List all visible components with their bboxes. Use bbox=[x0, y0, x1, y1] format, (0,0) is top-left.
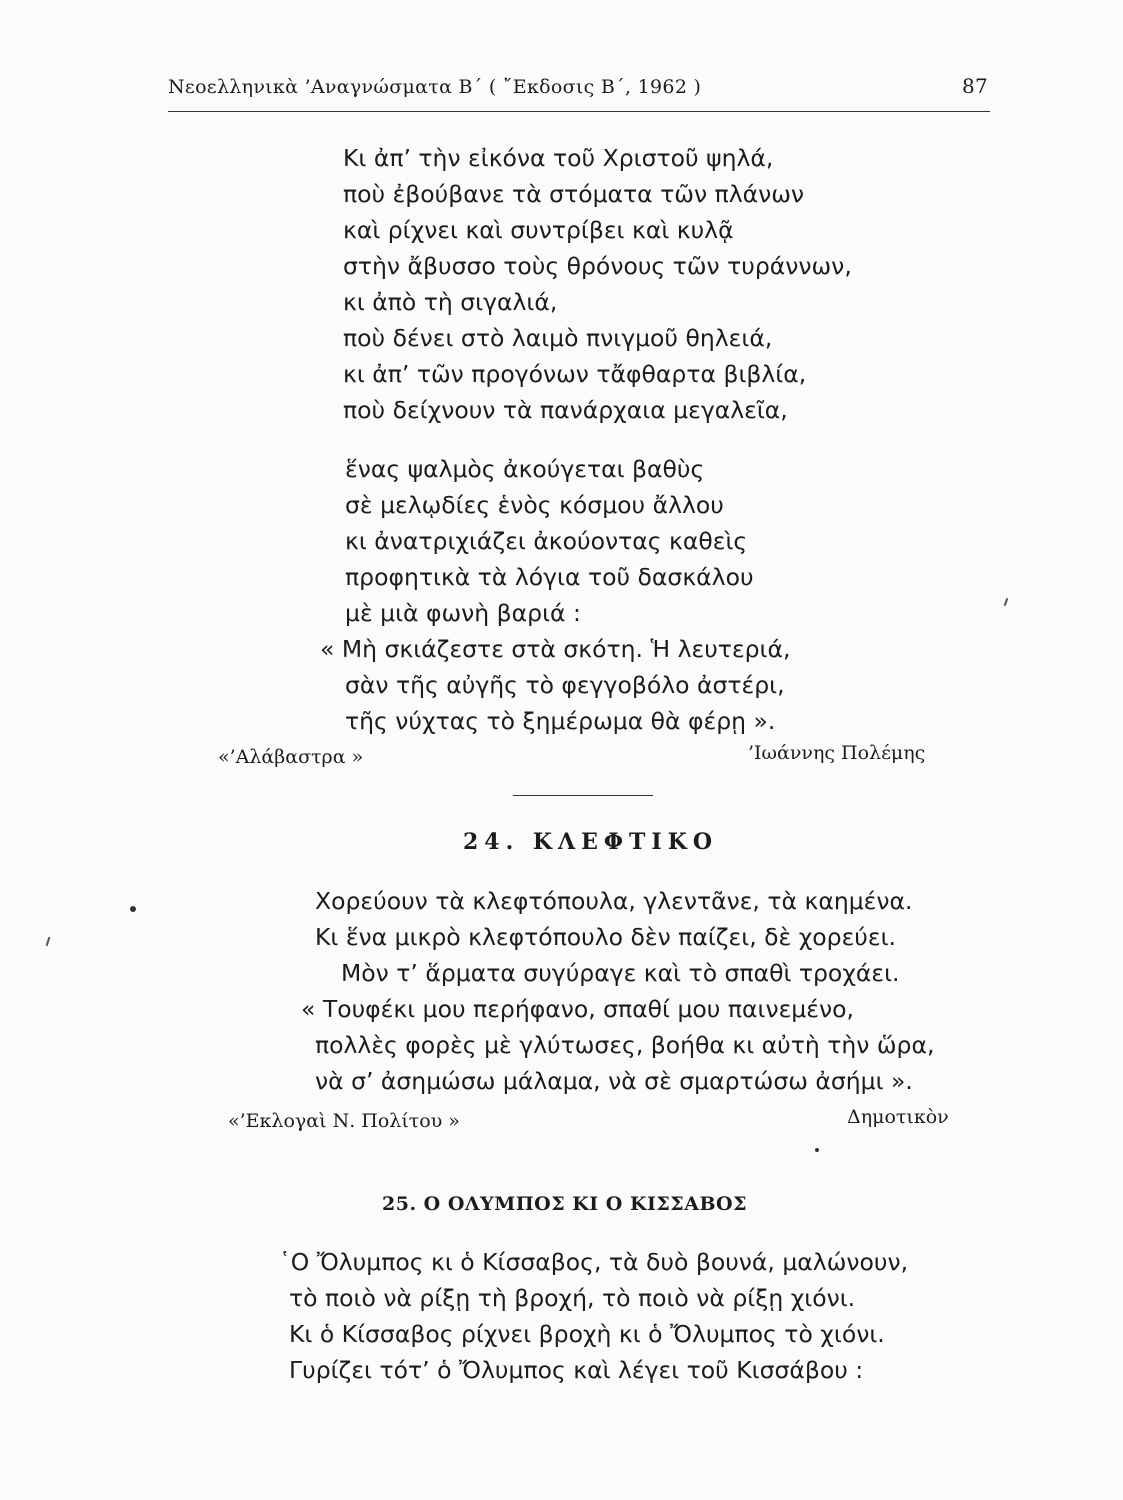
source-citation: «’Εκλογαὶ Ν. Πολίτου » bbox=[228, 1110, 460, 1132]
poem-line: σὲ μελῳδίες ἑνὸς κόσμου ἄλλου bbox=[345, 491, 724, 519]
author-name: ’Ιωάννης Πολέμης bbox=[748, 742, 926, 764]
section-divider bbox=[513, 795, 653, 796]
poem-line: κι ἀπ’ τῶν προγόνων τἄφθαρτα βιβλία, bbox=[343, 360, 807, 388]
poem-line: ποὺ δένει στὸ λαιμὸ πνιγμοῦ θηλειά, bbox=[343, 324, 773, 352]
poem-line: μὲ μιὰ φωνὴ βαριά : bbox=[345, 599, 581, 627]
poem-line: σὰν τῆς αὐγῆς τὸ φεγγοβόλο ἀστέρι, bbox=[345, 671, 785, 699]
ink-speck bbox=[130, 906, 136, 912]
section-title: 25. Ο ΟΛΥΜΠΟΣ ΚΙ Ο ΚΙΣΣΑΒΟΣ bbox=[382, 1193, 747, 1215]
source-citation: «’Αλάβαστρα » bbox=[218, 746, 364, 768]
poem-line: κι ἀνατριχιάζει ἀκούοντας καθεὶς bbox=[345, 527, 748, 555]
poem-line: τῆς νύχτας τὸ ξημέρωμα θὰ φέρῃ ». bbox=[345, 707, 776, 735]
poem-line: Μὸν τ’ ἅρματα συγύραγε καὶ τὸ σπαθὶ τροχάει. bbox=[341, 959, 900, 987]
page-number: 87 bbox=[961, 74, 988, 98]
ink-speck bbox=[815, 1148, 819, 1152]
poem-line: ποὺ δείχνουν τὰ πανάρχαια μεγαλεῖα, bbox=[343, 396, 788, 424]
header-rule bbox=[168, 111, 990, 112]
poem-line: ῾Ο Ὄλυμπος κι ὁ Κίσσαβος, τὰ δυὸ βουνά, μαλώνουν, bbox=[279, 1248, 909, 1276]
poem-line: προφητικὰ τὰ λόγια τοῦ δασκάλου bbox=[345, 563, 754, 591]
header-title: Νεοελληνικὰ ’Αναγνώσματα Β΄ ( ῎Εκδοσις Β΄, 1962 ) bbox=[168, 76, 702, 98]
poem-line: Γυρίζει τότ’ ὁ Ὄλυμπος καὶ λέγει τοῦ Κισσάβου : bbox=[289, 1356, 864, 1384]
poem-line: Κι ἕνα μικρὸ κλεφτόπουλο δὲν παίζει, δὲ χορεύει. bbox=[315, 923, 896, 951]
poem-line: κι ἀπὸ τὴ σιγαλιά, bbox=[343, 288, 558, 316]
section-title: 24. ΚΛΕΦΤΙΚΟ bbox=[463, 829, 719, 855]
author-name: Δημοτικὸν bbox=[847, 1106, 949, 1128]
poem-line: καὶ ρίχνει καὶ συντρίβει καὶ κυλᾷ bbox=[343, 216, 734, 244]
poem-line: στὴν ἄβυσσο τοὺς θρόνους τῶν τυράννων, bbox=[343, 252, 852, 280]
poem-line: πολλὲς φορὲς μὲ γλύτωσες, βοήθα κι αὐτὴ τὴν ὥρα, bbox=[315, 1031, 935, 1059]
poem-line: « Τουφέκι μου περήφανο, σπαθί μου παινεμένο, bbox=[301, 995, 854, 1023]
running-header bbox=[168, 74, 988, 106]
poem-line: ἕνας ψαλμὸς ἀκούγεται βαθὺς bbox=[345, 455, 705, 483]
poem-line: Κι ἀπ’ τὴν εἰκόνα τοῦ Χριστοῦ ψηλά, bbox=[343, 144, 774, 172]
ink-mark bbox=[1004, 598, 1009, 606]
poem-line: ποὺ ἐβούβανε τὰ στόματα τῶν πλάνων bbox=[343, 180, 805, 208]
poem-line: νὰ σ’ ἀσημώσω μάλαμα, νὰ σὲ σμαρτώσω ἀσήμι ». bbox=[315, 1067, 913, 1095]
ink-mark bbox=[46, 937, 51, 946]
poem-line: Χορεύουν τὰ κλεφτόπουλα, γλεντᾶνε, τὰ καημένα. bbox=[315, 887, 913, 915]
poem-line: Κι ὁ Κίσσαβος ρίχνει βροχὴ κι ὁ Ὄλυμπος τὸ χιόνι. bbox=[289, 1320, 885, 1348]
poem-line: « Μὴ σκιάζεστε στὰ σκότη. Ἡ λευτεριά, bbox=[320, 635, 791, 663]
poem-line: τὸ ποιὸ νὰ ρίξῃ τὴ βροχή, τὸ ποιὸ νὰ ρίξῃ χιόνι. bbox=[289, 1284, 856, 1312]
